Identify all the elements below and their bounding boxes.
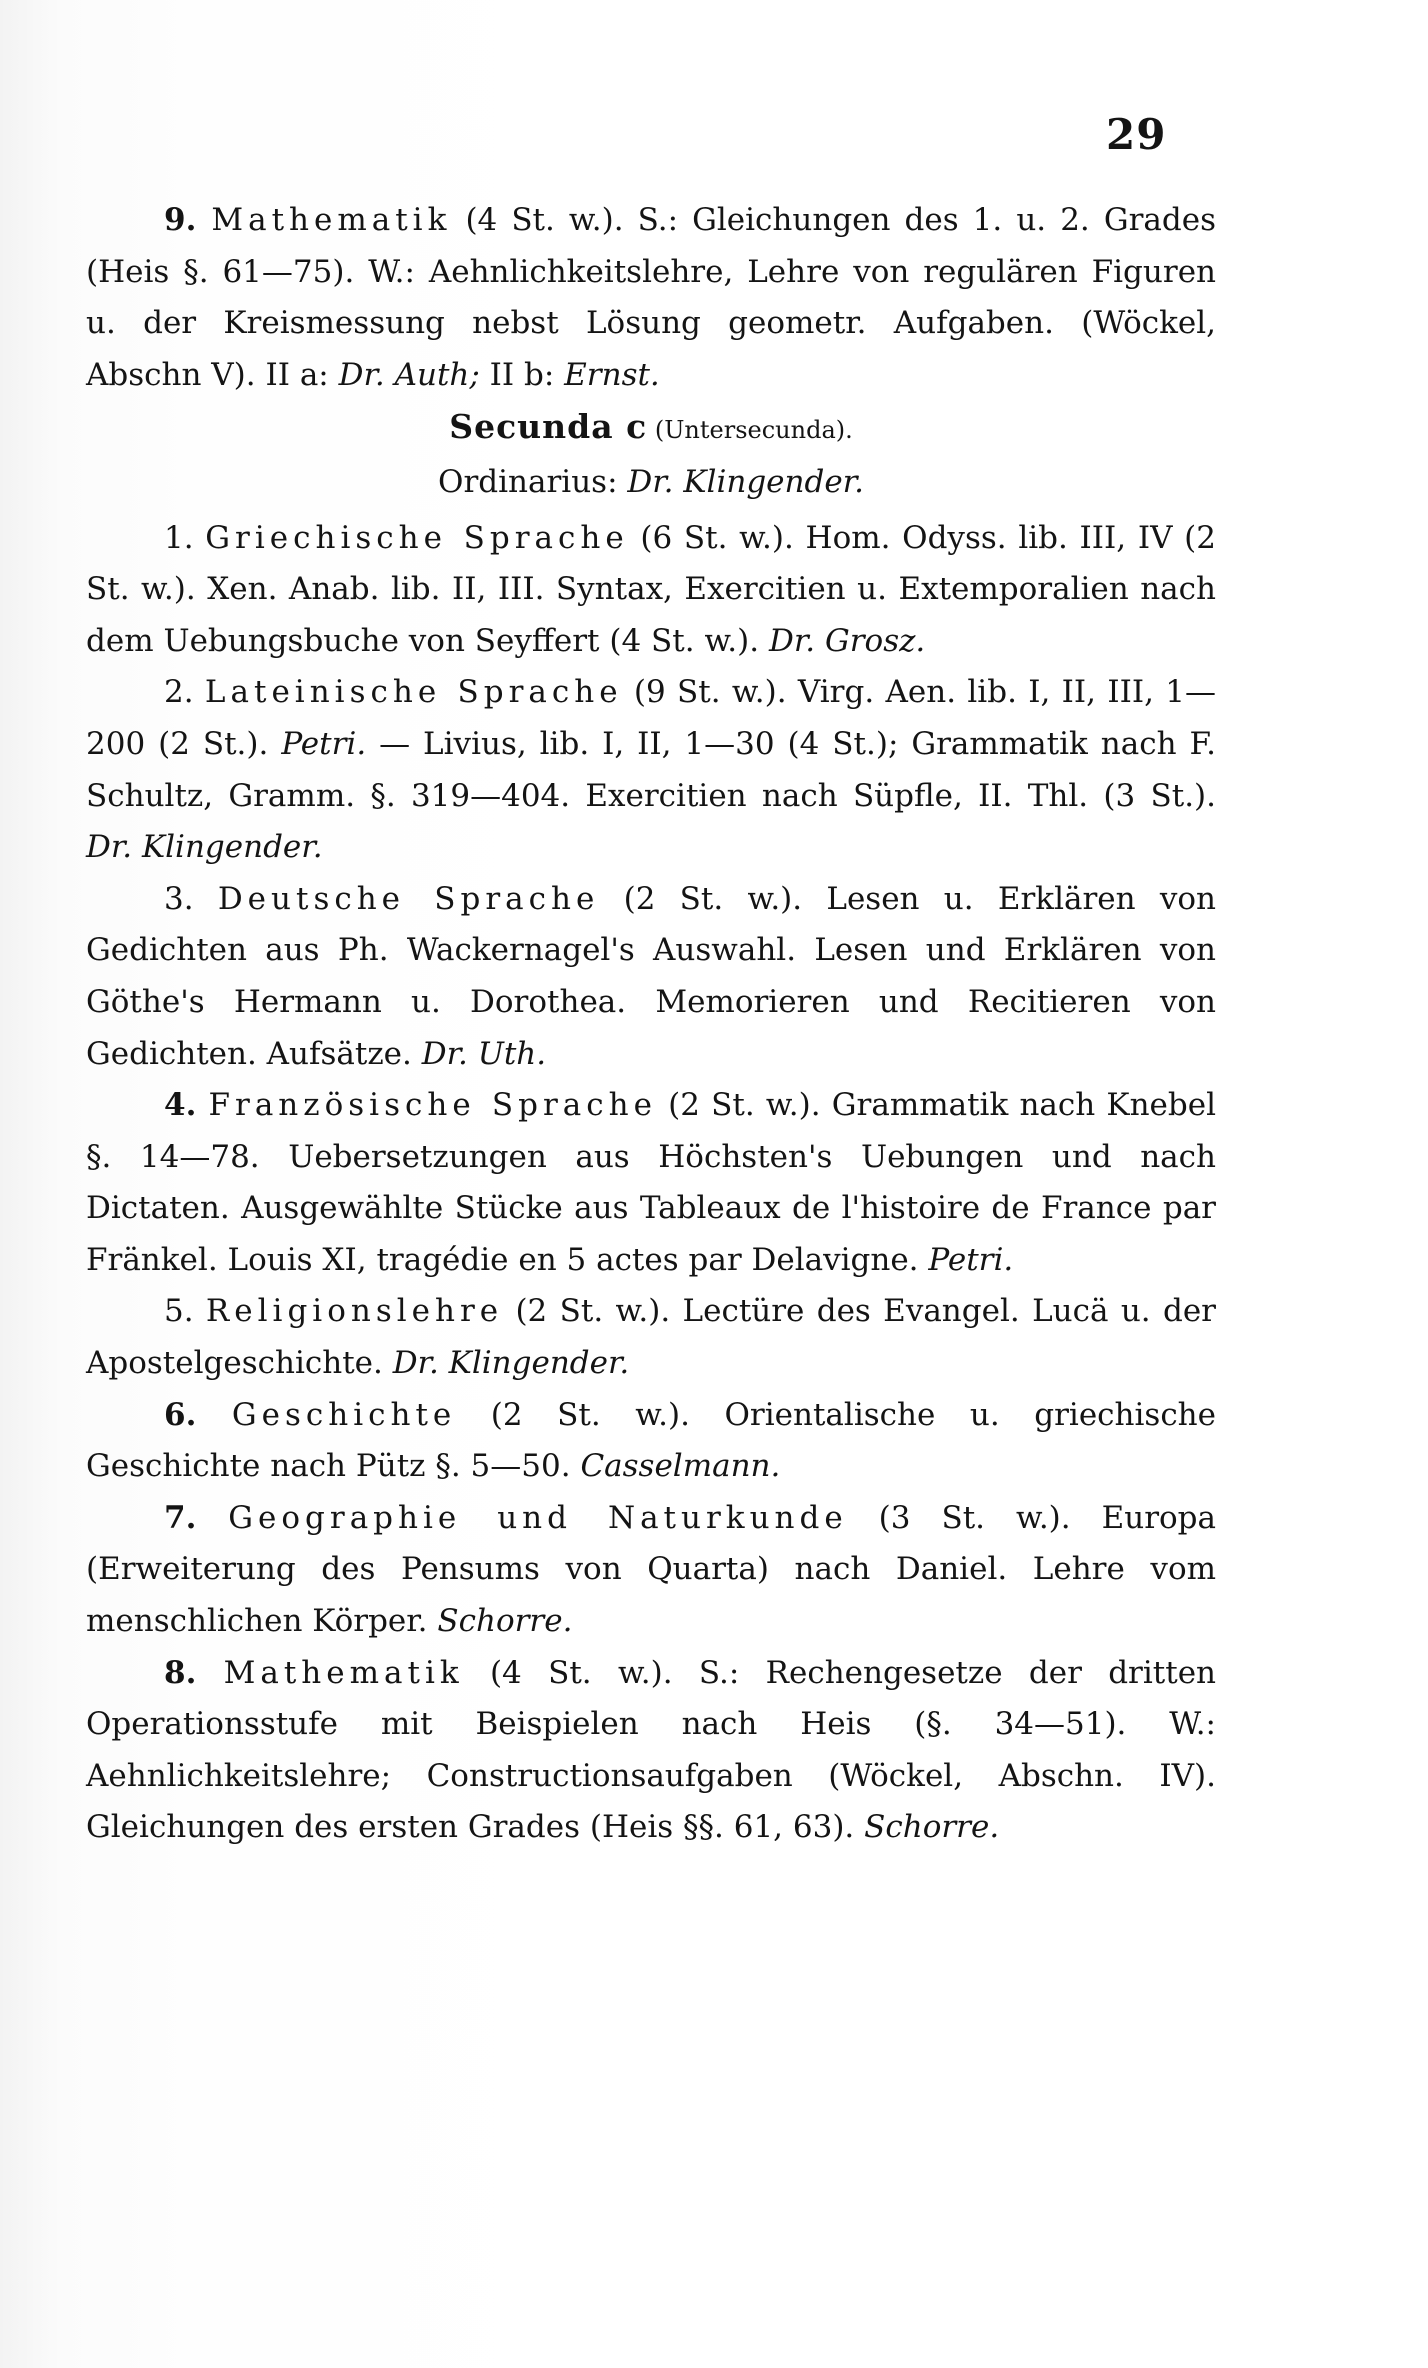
- section-text: (2 St. w.). Orientalische u. griechische Geschichte nach Pütz §. 5—50.: [86, 1396, 1216, 1485]
- section-text: (2 St. w.). Lesen u. Erklären von Gedichten aus Ph. Wackernagel's Auswahl. Lesen und Erklären von Göthe's Hermann u. Dorothea. Memorieren und Recitieren von Gedichten. Aufsätze.: [86, 880, 1216, 1072]
- subject-title: Lateinische Sprache: [204, 674, 623, 711]
- section-5-religion: [86, 1286, 1216, 1389]
- teacher-name: Casselmann.: [580, 1448, 781, 1485]
- teacher-name: Dr. Grosz.: [768, 622, 926, 659]
- section-number: 7.: [164, 1499, 229, 1536]
- teacher-name: Dr. Uth.: [421, 1035, 547, 1072]
- subject-title: Geschichte: [231, 1396, 457, 1433]
- teacher-name: Schorre.: [864, 1809, 1000, 1846]
- section-6-geschichte: [86, 1390, 1216, 1493]
- section-text: II b:: [479, 356, 565, 393]
- class-heading-subtitle: (Untersecunda).: [647, 416, 853, 445]
- page-content: [86, 195, 1216, 1854]
- section-text: (2 St. w.). Lectüre des Evangel. Lucä u. der Apostelgeschichte.: [86, 1293, 1216, 1382]
- teacher-name: Petri.: [928, 1241, 1014, 1278]
- ordinarius-name: Dr. Klingender.: [627, 463, 864, 500]
- teacher-name: Ernst.: [564, 356, 660, 393]
- section-number: 4.: [164, 1087, 209, 1124]
- teacher-name: Schorre.: [437, 1603, 573, 1640]
- section-number: 1.: [164, 519, 206, 556]
- ordinarius-label: Ordinarius:: [438, 463, 628, 500]
- ordinarius-line: [86, 457, 1216, 509]
- teacher-name: Petri.: [281, 725, 367, 762]
- subject-title: Religionslehre: [205, 1293, 504, 1330]
- section-7-geographie: [86, 1493, 1216, 1648]
- page-number: 29: [1106, 110, 1167, 159]
- section-1-griechisch: [86, 513, 1216, 668]
- teacher-name: Dr. Auth;: [338, 356, 480, 393]
- section-number: 8.: [164, 1654, 224, 1691]
- section-number: 2.: [164, 674, 205, 711]
- section-number: 6.: [164, 1396, 232, 1433]
- section-3-deutsch: [86, 874, 1216, 1080]
- subject-title: Geographie und Naturkunde: [228, 1499, 848, 1536]
- section-4-franzoesisch: [86, 1080, 1216, 1286]
- subject-title: Französische Sprache: [208, 1087, 657, 1124]
- section-number: 5.: [164, 1293, 206, 1330]
- class-heading-title: Secunda c: [449, 407, 648, 447]
- section-number: 9.: [164, 202, 212, 238]
- section-text: (9 St. w.). Virg. Aen. lib. I, II, III, 1—200 (2 St.).: [86, 674, 1217, 762]
- teacher-name: Dr. Klingender.: [86, 829, 323, 866]
- section-text: (3 St. w.). Europa (Erweiterung des Pensums von Quarta) nach Daniel. Lehre vom menschlichen Körper.: [86, 1499, 1216, 1640]
- section-text: (4 St. w.). S.: Rechengesetze der dritten Operationsstufe mit Beispielen nach Heis (§. 34—51). W.: Aehnlichkeitslehre; Constructionsaufgaben (Wöckel, Abschn. IV). Gleichungen des ersten Grades (Heis §§. 61, 63).: [86, 1654, 1217, 1846]
- section-text: (4 St. w.). S.: Gleichungen des 1. u. 2. Grades (Heis §. 61—75). W.: Aehnlichkeitslehre, Lehre von regulären Figuren u. der Kreismessung nebst Lösung geometr. Aufgaben. (Wöckel, Abschn V). II a:: [86, 202, 1216, 393]
- section-text: — Livius, lib. I, II, 1—30 (4 St.); Grammatik nach F. Schultz, Gramm. §. 319—404. Exercitien nach Süpfle, II. Thl. (3 St.).: [86, 725, 1217, 814]
- subject-title: Deutsche Sprache: [217, 880, 600, 917]
- subject-title: Mathematik: [211, 202, 452, 238]
- section-2-latein: [86, 667, 1216, 873]
- section-8-mathematik: [86, 1648, 1216, 1854]
- section-number: 3.: [164, 880, 218, 917]
- class-heading: [86, 401, 1216, 457]
- subject-title: Mathematik: [223, 1654, 464, 1691]
- section-text: (2 St. w.). Grammatik nach Knebel §. 14—78. Uebersetzungen aus Höchsten's Uebungen und nach Dictaten. Ausgewählte Stücke aus Tableaux de l'histoire de France par Fränkel. Louis XI, tragédie en 5 actes par Delavigne.: [86, 1087, 1216, 1278]
- section-9-mathematik: [86, 195, 1216, 401]
- teacher-name: Dr. Klingender.: [392, 1345, 630, 1382]
- section-text: (6 St. w.). Hom. Odyss. lib. III, IV (2 St. w.). Xen. Anab. lib. II, III. Syntax, Exercitien u. Extemporalien nach dem Uebungsbuche von Seyffert (4 St. w.).: [86, 519, 1216, 659]
- subject-title: Griechische Sprache: [205, 519, 629, 556]
